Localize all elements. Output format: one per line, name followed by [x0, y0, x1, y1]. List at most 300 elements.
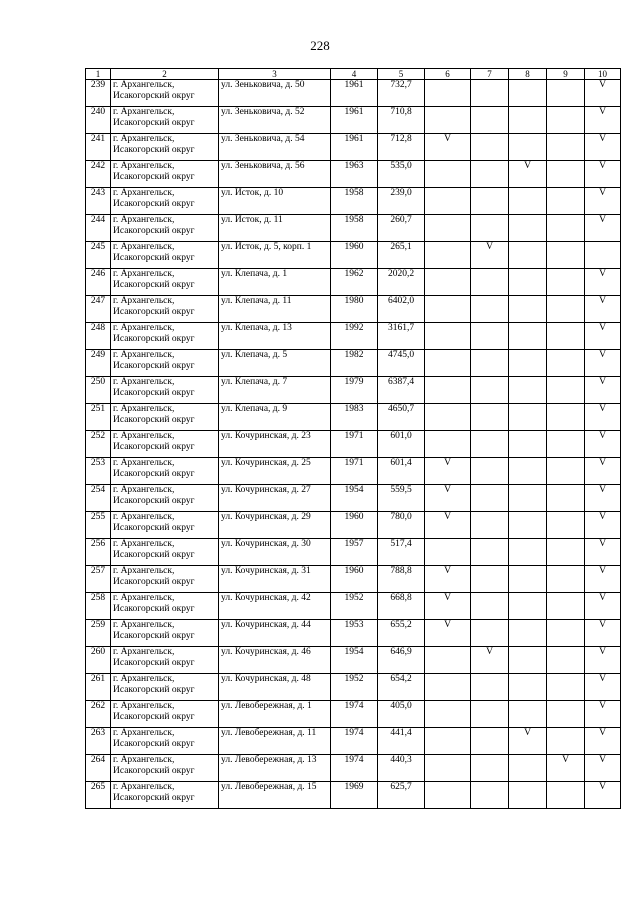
mark-cell-7: [471, 188, 509, 215]
table-row: [86, 431, 621, 458]
area-cell: 655,2: [378, 620, 425, 647]
address-cell: ул. Левобережная, д. 13: [219, 755, 331, 782]
area-cell: 654,2: [378, 674, 425, 701]
mark-cell-6: [425, 377, 471, 404]
year-cell: 1958: [331, 215, 378, 242]
city-name: г. Архангельск,: [113, 485, 175, 495]
mark-cell-9: [547, 269, 585, 296]
year-cell: 1961: [331, 134, 378, 161]
mark-cell-6: [425, 296, 471, 323]
address-cell: ул. Левобережная, д. 11: [219, 728, 331, 755]
mark-cell-6: V: [425, 485, 471, 512]
mark-cell-8: [509, 323, 547, 350]
location-cell: [111, 296, 219, 323]
district-name: Исакогорский округ: [113, 415, 195, 425]
table-row: [86, 323, 621, 350]
mark-cell-9: [547, 242, 585, 269]
table-row: [86, 215, 621, 242]
mark-cell-8: V: [509, 161, 547, 188]
area-cell: 405,0: [378, 701, 425, 728]
mark-cell-8: [509, 458, 547, 485]
mark-cell-7: [471, 620, 509, 647]
location-cell: [111, 512, 219, 539]
mark-cell-8: [509, 80, 547, 107]
mark-cell-8: [509, 593, 547, 620]
year-cell: 1974: [331, 701, 378, 728]
column-header: 4: [331, 69, 378, 80]
address-cell: ул. Левобережная, д. 1: [219, 701, 331, 728]
row-number: 258: [86, 593, 111, 620]
housing-table: [85, 68, 621, 809]
row-number: 260: [86, 647, 111, 674]
mark-cell-6: [425, 107, 471, 134]
mark-cell-9: [547, 782, 585, 809]
location-cell: [111, 161, 219, 188]
mark-cell-9: [547, 539, 585, 566]
mark-cell-10: V: [585, 647, 621, 674]
city-name: г. Архангельск,: [113, 404, 175, 414]
year-cell: 1983: [331, 404, 378, 431]
mark-cell-6: [425, 539, 471, 566]
area-cell: 559,5: [378, 485, 425, 512]
location-cell: [111, 593, 219, 620]
address-cell: ул. Исток, д. 10: [219, 188, 331, 215]
mark-cell-9: [547, 350, 585, 377]
mark-cell-7: [471, 728, 509, 755]
district-name: Исакогорский округ: [113, 631, 195, 641]
column-header: 8: [509, 69, 547, 80]
address-cell: ул. Зеньковича, д. 50: [219, 80, 331, 107]
mark-cell-9: [547, 431, 585, 458]
address-cell: ул. Зеньковича, д. 54: [219, 134, 331, 161]
year-cell: 1960: [331, 566, 378, 593]
mark-cell-10: V: [585, 188, 621, 215]
mark-cell-7: [471, 539, 509, 566]
mark-cell-6: [425, 782, 471, 809]
location-cell: [111, 269, 219, 296]
year-cell: 1962: [331, 269, 378, 296]
city-name: г. Архангельск,: [113, 134, 175, 144]
mark-cell-9: [547, 377, 585, 404]
mark-cell-6: [425, 323, 471, 350]
row-number: 248: [86, 323, 111, 350]
district-name: Исакогорский округ: [113, 118, 195, 128]
district-name: Исакогорский округ: [113, 91, 195, 101]
area-cell: 441,4: [378, 728, 425, 755]
column-header: 3: [219, 69, 331, 80]
mark-cell-10: V: [585, 755, 621, 782]
mark-cell-10: V: [585, 134, 621, 161]
location-cell: [111, 485, 219, 512]
area-cell: 260,7: [378, 215, 425, 242]
row-number: 250: [86, 377, 111, 404]
table-row: [86, 242, 621, 269]
mark-cell-7: [471, 377, 509, 404]
table-row: [86, 782, 621, 809]
mark-cell-6: V: [425, 593, 471, 620]
mark-cell-10: V: [585, 377, 621, 404]
district-name: Исакогорский округ: [113, 172, 195, 182]
mark-cell-6: [425, 674, 471, 701]
area-cell: 239,0: [378, 188, 425, 215]
mark-cell-9: [547, 647, 585, 674]
district-name: Исакогорский округ: [113, 658, 195, 668]
mark-cell-8: [509, 701, 547, 728]
table-row: [86, 269, 621, 296]
mark-cell-10: [585, 242, 621, 269]
district-name: Исакогорский округ: [113, 604, 195, 614]
table-row: [86, 728, 621, 755]
address-cell: ул. Кочуринская, д. 30: [219, 539, 331, 566]
year-cell: 1963: [331, 161, 378, 188]
row-number: 241: [86, 134, 111, 161]
mark-cell-6: [425, 431, 471, 458]
area-cell: 3161,7: [378, 323, 425, 350]
address-cell: ул. Клепача, д. 13: [219, 323, 331, 350]
table-row: [86, 539, 621, 566]
table-row: [86, 647, 621, 674]
mark-cell-6: [425, 269, 471, 296]
mark-cell-9: [547, 458, 585, 485]
mark-cell-7: [471, 566, 509, 593]
city-name: г. Архангельск,: [113, 377, 175, 387]
table-row: [86, 377, 621, 404]
mark-cell-8: [509, 269, 547, 296]
address-cell: ул. Клепача, д. 1: [219, 269, 331, 296]
area-cell: 601,4: [378, 458, 425, 485]
mark-cell-7: [471, 485, 509, 512]
city-name: г. Архангельск,: [113, 782, 175, 792]
address-cell: ул. Кочуринская, д. 48: [219, 674, 331, 701]
district-name: Исакогорский округ: [113, 577, 195, 587]
table-row: [86, 161, 621, 188]
mark-cell-8: [509, 539, 547, 566]
row-number: 244: [86, 215, 111, 242]
year-cell: 1979: [331, 377, 378, 404]
column-header: 2: [111, 69, 219, 80]
mark-cell-10: V: [585, 215, 621, 242]
address-cell: ул. Кочуринская, д. 23: [219, 431, 331, 458]
mark-cell-6: [425, 350, 471, 377]
year-cell: 1953: [331, 620, 378, 647]
row-number: 254: [86, 485, 111, 512]
address-cell: ул. Клепача, д. 9: [219, 404, 331, 431]
mark-cell-6: V: [425, 134, 471, 161]
row-number: 245: [86, 242, 111, 269]
year-cell: 1961: [331, 107, 378, 134]
city-name: г. Архангельск,: [113, 755, 175, 765]
mark-cell-8: [509, 512, 547, 539]
district-name: Исакогорский округ: [113, 793, 195, 803]
mark-cell-10: V: [585, 458, 621, 485]
mark-cell-8: [509, 566, 547, 593]
table-row: [86, 701, 621, 728]
area-cell: 668,8: [378, 593, 425, 620]
year-cell: 1952: [331, 593, 378, 620]
area-cell: 4650,7: [378, 404, 425, 431]
location-cell: [111, 566, 219, 593]
mark-cell-8: [509, 107, 547, 134]
mark-cell-7: [471, 296, 509, 323]
mark-cell-7: [471, 107, 509, 134]
location-cell: [111, 539, 219, 566]
mark-cell-8: [509, 215, 547, 242]
year-cell: 1971: [331, 458, 378, 485]
year-cell: 1982: [331, 350, 378, 377]
district-name: Исакогорский округ: [113, 739, 195, 749]
mark-cell-8: [509, 782, 547, 809]
year-cell: 1954: [331, 647, 378, 674]
city-name: г. Архангельск,: [113, 620, 175, 630]
row-number: 261: [86, 674, 111, 701]
row-number: 252: [86, 431, 111, 458]
column-header: 1: [86, 69, 111, 80]
area-cell: 646,9: [378, 647, 425, 674]
area-cell: 2020,2: [378, 269, 425, 296]
mark-cell-7: [471, 431, 509, 458]
district-name: Исакогорский округ: [113, 307, 195, 317]
district-name: Исакогорский округ: [113, 550, 195, 560]
column-header: 7: [471, 69, 509, 80]
mark-cell-6: V: [425, 566, 471, 593]
mark-cell-8: V: [509, 728, 547, 755]
mark-cell-10: V: [585, 80, 621, 107]
mark-cell-10: V: [585, 161, 621, 188]
address-cell: ул. Кочуринская, д. 27: [219, 485, 331, 512]
mark-cell-6: V: [425, 512, 471, 539]
row-number: 262: [86, 701, 111, 728]
address-cell: ул. Клепача, д. 11: [219, 296, 331, 323]
city-name: г. Архангельск,: [113, 242, 175, 252]
row-number: 265: [86, 782, 111, 809]
page-number: 228: [310, 38, 330, 53]
mark-cell-8: [509, 755, 547, 782]
location-cell: [111, 458, 219, 485]
mark-cell-6: [425, 161, 471, 188]
address-cell: ул. Кочуринская, д. 44: [219, 620, 331, 647]
city-name: г. Архангельск,: [113, 728, 175, 738]
district-name: Исакогорский округ: [113, 523, 195, 533]
area-cell: 517,4: [378, 539, 425, 566]
table-row: [86, 566, 621, 593]
mark-cell-10: V: [585, 485, 621, 512]
mark-cell-6: [425, 188, 471, 215]
area-cell: 732,7: [378, 80, 425, 107]
mark-cell-9: [547, 593, 585, 620]
city-name: г. Архангельск,: [113, 512, 175, 522]
address-cell: ул. Зеньковича, д. 52: [219, 107, 331, 134]
mark-cell-6: V: [425, 620, 471, 647]
address-cell: ул. Левобережная, д. 15: [219, 782, 331, 809]
mark-cell-8: [509, 377, 547, 404]
location-cell: [111, 728, 219, 755]
address-cell: ул. Кочуринская, д. 31: [219, 566, 331, 593]
area-cell: 440,3: [378, 755, 425, 782]
location-cell: [111, 107, 219, 134]
table-row: [86, 512, 621, 539]
location-cell: [111, 350, 219, 377]
address-cell: ул. Исток, д. 5, корп. 1: [219, 242, 331, 269]
column-header: 10: [585, 69, 621, 80]
city-name: г. Архангельск,: [113, 431, 175, 441]
mark-cell-6: [425, 701, 471, 728]
location-cell: [111, 80, 219, 107]
mark-cell-7: [471, 80, 509, 107]
location-cell: [111, 431, 219, 458]
mark-cell-6: [425, 404, 471, 431]
address-cell: ул. Клепача, д. 5: [219, 350, 331, 377]
city-name: г. Архангельск,: [113, 350, 175, 360]
area-cell: 6387,4: [378, 377, 425, 404]
row-number: 242: [86, 161, 111, 188]
mark-cell-9: [547, 188, 585, 215]
address-cell: ул. Исток, д. 11: [219, 215, 331, 242]
area-cell: 4745,0: [378, 350, 425, 377]
mark-cell-9: [547, 674, 585, 701]
mark-cell-9: [547, 620, 585, 647]
mark-cell-8: [509, 296, 547, 323]
district-name: Исакогорский округ: [113, 388, 195, 398]
row-number: 255: [86, 512, 111, 539]
mark-cell-7: [471, 134, 509, 161]
table-row: [86, 593, 621, 620]
table-row: [86, 404, 621, 431]
location-cell: [111, 647, 219, 674]
year-cell: 1974: [331, 728, 378, 755]
mark-cell-7: [471, 350, 509, 377]
mark-cell-10: V: [585, 566, 621, 593]
mark-cell-7: V: [471, 647, 509, 674]
mark-cell-7: [471, 782, 509, 809]
mark-cell-8: [509, 134, 547, 161]
area-cell: 712,8: [378, 134, 425, 161]
mark-cell-9: [547, 134, 585, 161]
mark-cell-8: [509, 188, 547, 215]
mark-cell-6: [425, 755, 471, 782]
mark-cell-7: [471, 404, 509, 431]
mark-cell-10: V: [585, 620, 621, 647]
mark-cell-10: V: [585, 107, 621, 134]
city-name: г. Архангельск,: [113, 539, 175, 549]
mark-cell-10: V: [585, 674, 621, 701]
table-row: [86, 80, 621, 107]
mark-cell-9: [547, 323, 585, 350]
area-cell: 710,8: [378, 107, 425, 134]
location-cell: [111, 188, 219, 215]
mark-cell-10: V: [585, 350, 621, 377]
table-row: [86, 134, 621, 161]
city-name: г. Архангельск,: [113, 188, 175, 198]
mark-cell-7: V: [471, 242, 509, 269]
address-cell: ул. Кочуринская, д. 29: [219, 512, 331, 539]
year-cell: 1952: [331, 674, 378, 701]
year-cell: 1992: [331, 323, 378, 350]
mark-cell-8: [509, 620, 547, 647]
row-number: 240: [86, 107, 111, 134]
mark-cell-10: V: [585, 269, 621, 296]
mark-cell-9: [547, 701, 585, 728]
year-cell: 1960: [331, 512, 378, 539]
city-name: г. Архангельск,: [113, 80, 175, 90]
city-name: г. Архангельск,: [113, 458, 175, 468]
year-cell: 1974: [331, 755, 378, 782]
city-name: г. Архангельск,: [113, 161, 175, 171]
area-cell: 535,0: [378, 161, 425, 188]
area-cell: 780,0: [378, 512, 425, 539]
district-name: Исакогорский округ: [113, 442, 195, 452]
row-number: 253: [86, 458, 111, 485]
location-cell: [111, 377, 219, 404]
location-cell: [111, 242, 219, 269]
mark-cell-8: [509, 350, 547, 377]
table-row: [86, 188, 621, 215]
table-row: [86, 620, 621, 647]
mark-cell-8: [509, 431, 547, 458]
year-cell: 1958: [331, 188, 378, 215]
table-row: [86, 485, 621, 512]
location-cell: [111, 782, 219, 809]
year-cell: 1980: [331, 296, 378, 323]
mark-cell-8: [509, 404, 547, 431]
district-name: Исакогорский округ: [113, 280, 195, 290]
district-name: Исакогорский округ: [113, 685, 195, 695]
mark-cell-7: [471, 458, 509, 485]
district-name: Исакогорский округ: [113, 334, 195, 344]
column-header: 5: [378, 69, 425, 80]
row-number: 251: [86, 404, 111, 431]
row-number: 247: [86, 296, 111, 323]
mark-cell-7: [471, 755, 509, 782]
city-name: г. Архангельск,: [113, 215, 175, 225]
mark-cell-9: [547, 566, 585, 593]
address-cell: ул. Кочуринская, д. 42: [219, 593, 331, 620]
mark-cell-7: [471, 323, 509, 350]
location-cell: [111, 755, 219, 782]
table-row: [86, 674, 621, 701]
location-cell: [111, 404, 219, 431]
row-number: 249: [86, 350, 111, 377]
address-cell: ул. Кочуринская, д. 25: [219, 458, 331, 485]
column-header: 6: [425, 69, 471, 80]
row-number: 259: [86, 620, 111, 647]
district-name: Исакогорский округ: [113, 253, 195, 263]
column-header: 9: [547, 69, 585, 80]
area-cell: 625,7: [378, 782, 425, 809]
row-number: 264: [86, 755, 111, 782]
mark-cell-9: [547, 485, 585, 512]
row-number: 263: [86, 728, 111, 755]
district-name: Исакогорский округ: [113, 766, 195, 776]
mark-cell-7: [471, 215, 509, 242]
mark-cell-6: V: [425, 458, 471, 485]
city-name: г. Архангельск,: [113, 107, 175, 117]
mark-cell-10: V: [585, 323, 621, 350]
mark-cell-9: [547, 728, 585, 755]
mark-cell-7: [471, 674, 509, 701]
mark-cell-10: V: [585, 512, 621, 539]
mark-cell-10: V: [585, 593, 621, 620]
district-name: Исакогорский округ: [113, 712, 195, 722]
mark-cell-10: V: [585, 782, 621, 809]
mark-cell-7: [471, 269, 509, 296]
location-cell: [111, 620, 219, 647]
table-row: [86, 107, 621, 134]
mark-cell-9: [547, 215, 585, 242]
district-name: Исакогорский округ: [113, 361, 195, 371]
mark-cell-8: [509, 674, 547, 701]
address-cell: ул. Клепача, д. 7: [219, 377, 331, 404]
mark-cell-10: V: [585, 431, 621, 458]
